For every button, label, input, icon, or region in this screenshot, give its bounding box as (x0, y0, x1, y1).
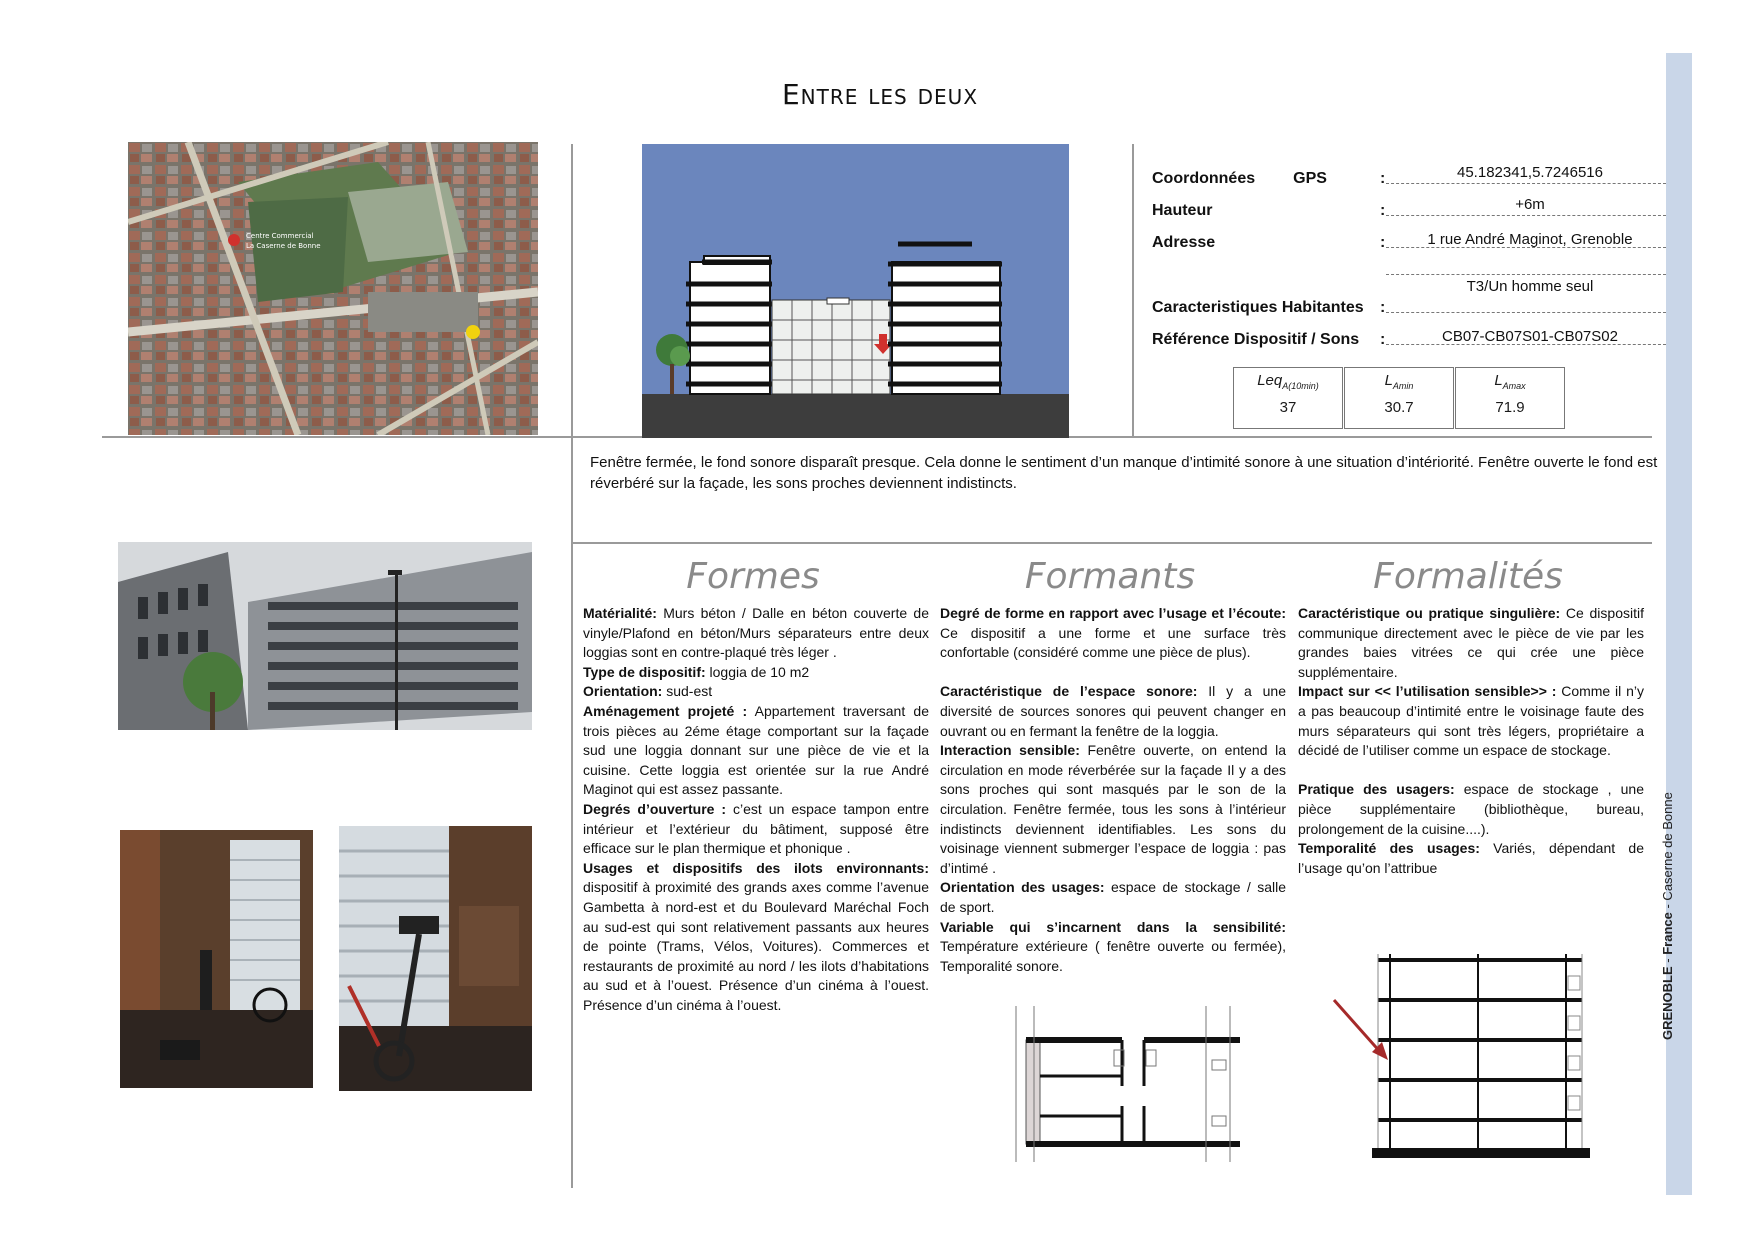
heading-formes: Formes (686, 556, 820, 597)
residents-value: T3/Un homme seul (1466, 278, 1594, 295)
column-formants (940, 604, 1286, 976)
interior-photo-1 (120, 830, 313, 1088)
formalites-block (1298, 761, 1644, 781)
map-pin-label: Centre Commercial (246, 232, 314, 240)
formalites-block: Caractéristique ou pratique singulière: Ce dispositif communique directement avec le pièce de vie par les grandes baies vitrées ce qui crée une pièce supplémentaire. (1298, 605, 1644, 680)
measure-lamin: $L_{Amin}$ 30.7 (1344, 367, 1454, 429)
reference-label: Référence Dispositif / Sons (1152, 331, 1360, 348)
column-formalites (1298, 604, 1644, 878)
residents-dash-line (1386, 312, 1666, 313)
formants-block: Caractéristique de l’espace sonore: Il y a une diversité de sources sonores qui peuvent changer en ouvrant ou en fermant la fenêtre de la loggia. (940, 683, 1286, 739)
height-label: Hauteur (1152, 202, 1213, 219)
formalites-block: Temporalité des usages: Variés, dépendant de l’usage qu’on l’attribue (1298, 840, 1644, 876)
formants-block: Degré de forme en rapport avec l’usage et l’écoute: Ce dispositif a une forme et une surface très confortable (considéré comme une pièce de plus). (940, 605, 1286, 661)
gps-value: 45.182341,5.7246516 (1457, 164, 1603, 181)
formalites-block: Pratique des usagers: espace de stockage , une pièce supplémentaire (bibliothèque, bureau, prolongement de la cuisine....). (1298, 781, 1644, 837)
residents-colon: : (1380, 299, 1386, 316)
formants-block: Variable qui s’incarnent dans la sensibilité: Température extérieure ( fenêtre ouverte ou fermée), Temporalité sonore. (940, 918, 1286, 974)
sound-description: Fenêtre fermée, le fond sonore disparaît presque. Cela donne le sentiment d’un manque d’intimité sonore à une situation d’intériorité. Fenêtre ouverte le fond est réverbéré sur la façade, les sons proches deviennent indistincts. (590, 454, 1658, 492)
gps-dash-line (1386, 183, 1666, 184)
formes-block: Aménagement projeté : Appartement traversant de trois pièces au 2éme étage comportant sur la façade sud une loggia donnant sur une pièce de vie et la cuisine. Cette loggia est orientée sur la rue André Maginot qui est assez passante. (583, 702, 929, 798)
section-elevation-drawing (1330, 946, 1600, 1162)
sidebar-location-label: GRENOBLE - France - Caserne de Bonne (1660, 792, 1675, 1040)
residents-label: Caracteristiques Habitantes (1152, 299, 1364, 316)
address-colon: : (1380, 234, 1386, 251)
floor-plan-drawing (1006, 1006, 1246, 1162)
measure-lamax: $L_{Amax}$ 71.9 (1455, 367, 1565, 429)
gps-colon: : (1380, 170, 1386, 187)
address-label: Adresse (1152, 234, 1216, 251)
formants-block: Interaction sensible: Fenêtre ouverte, on entend la circulation en mode réverbérée sur la façade Il y a des sons proches qui sont masqués par le son de la circulation. Fenêtre fermée, tous les sons à l’intérieur indistincts deviennent identifiables. Les sons du voisinage viennent submerger l’espace de loggia : pas d’intimé . (940, 742, 1286, 876)
reference-value: CB07-CB07S01-CB07S02 (1442, 328, 1618, 345)
address-value: 1 rue André Maginot, Grenoble (1427, 231, 1633, 248)
formes-block: Type de dispositif: loggia de 10 m2 (583, 663, 810, 680)
formes-block: Matérialité: Murs béton / Dalle en béton couverte de vinyle/Plafond en béton/Murs séparateurs entre deux loggias sont en contre-plaqué très léger . (583, 605, 929, 661)
building-section-drawing (642, 144, 1069, 438)
formants-block (940, 663, 1286, 683)
formants-block: Orientation des usages: espace de stockage / salle de sport. (940, 879, 1287, 915)
gps-label: Coordonnées GPS (1152, 170, 1327, 187)
page-title: Entre les deux (781, 78, 979, 111)
divider-middle (572, 542, 1652, 544)
heading-formants: Formants (1024, 556, 1196, 597)
measure-leq: Leq$_{A(10min)}$ 37 (1233, 367, 1343, 429)
extra-dash-line (1386, 274, 1666, 275)
aerial-map-image (128, 142, 538, 435)
map-pin-label-2: La Caserne de Bonne (246, 242, 321, 250)
height-colon: : (1380, 202, 1386, 219)
formalites-block: Impact sur << l’utilisation sensible>> : Comme il n’y a pas beaucoup d’intimité entre le voisinage faute des murs séparateurs qui sont très légers, propriétaire a décidé de l’utiliser comme un espace de stockage. (1298, 683, 1645, 759)
column-formes (583, 604, 929, 1015)
formes-block: Degrés d’ouverture : c’est un espace tampon entre intérieur et l’extérieur du bâtiment, supposé être efficace sur le plan thermique et phonique . (583, 800, 929, 857)
reference-colon: : (1380, 331, 1386, 348)
formes-block: Usages et dispositifs des ilots environnants: dispositif à proximité des grands axes comme l’avenue Gambetta à nord-est et du Boulevard Maréchal Foch au sud-est qui sont relativement passants aux heures de pointe (Trams, Vélos, Voitures). Commerces et restaurants de proximité au nord / les ilots d’habitations au sud et à l’ouest. Présence d’un cinéma à l’ouest. Présence d’un cinéma à l’ouest. (583, 859, 929, 1013)
height-value: +6m (1515, 196, 1545, 213)
divider-vertical-info (1132, 144, 1134, 436)
street-view-photo (118, 542, 532, 730)
divider-vertical-main (571, 144, 573, 1188)
interior-photo-2 (339, 826, 532, 1091)
formes-block: Orientation: sud-est (583, 683, 713, 700)
height-dash-line (1386, 215, 1666, 216)
heading-formalites: Formalités (1373, 556, 1563, 597)
